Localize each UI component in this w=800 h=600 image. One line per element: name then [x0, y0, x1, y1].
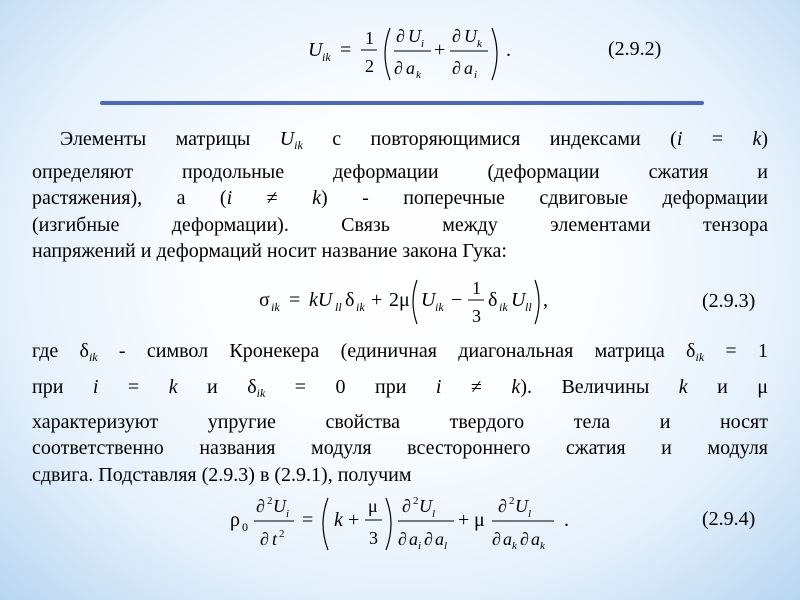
svg-text:1: 1: [365, 28, 374, 48]
svg-text:t: t: [272, 529, 278, 549]
svg-text:U: U: [515, 496, 528, 516]
svg-text:∂: ∂: [452, 26, 461, 46]
svg-text:,: ,: [543, 289, 548, 311]
svg-text:ik: ik: [499, 300, 508, 314]
svg-text:+: +: [458, 509, 470, 531]
svg-text:+: +: [371, 289, 383, 311]
svg-text:2: 2: [413, 495, 419, 507]
para1-line-3: растяжения), а (i ≠ k) - поперечные сдвиговые деформации: [32, 187, 768, 210]
svg-text:=: =: [340, 39, 352, 61]
svg-text:l: l: [432, 508, 436, 520]
svg-text:ll: ll: [525, 300, 532, 314]
svg-text:U: U: [408, 26, 421, 46]
para1-line-1: Элементы матрицы $U_{ik}$ с повторяющимися индексами (i = k): [60, 128, 769, 153]
svg-text:2: 2: [365, 56, 374, 76]
equation-number-2-9-3: (2.9.3): [702, 290, 756, 312]
svg-text:ik: ik: [356, 300, 365, 314]
svg-text:a: a: [464, 58, 473, 78]
svg-text:0: 0: [242, 520, 248, 534]
svg-text:ll: ll: [335, 300, 342, 314]
equation-number-2-9-2: (2.9.2): [608, 38, 662, 60]
svg-text:a: a: [435, 529, 444, 549]
svg-text:a: a: [531, 529, 540, 549]
svg-text:+: +: [348, 509, 360, 531]
divider-line: [100, 101, 704, 105]
svg-text:−: −: [451, 289, 463, 311]
svg-text:i: i: [418, 540, 422, 552]
svg-text:ik: ik: [435, 300, 444, 314]
svg-text:2: 2: [279, 528, 285, 540]
svg-text:l: l: [528, 508, 532, 520]
para2-line-1: где $\delta_{ik}$ - символ Кронекера (единичная диагональная матрица $\delta_{ik} = 1$: [32, 340, 768, 365]
svg-text:2: 2: [509, 495, 515, 507]
svg-text:U: U: [421, 289, 436, 311]
para1-line-4: (изгибные деформации). Связь между элементами тензора: [32, 213, 768, 236]
svg-text:kU: kU: [309, 289, 333, 311]
equation-2-9-3: [255, 270, 555, 330]
svg-text:a: a: [409, 529, 418, 549]
svg-text:3: 3: [369, 528, 378, 548]
paragraph-1: [32, 126, 768, 265]
svg-text:∂: ∂: [398, 529, 407, 549]
svg-text:∂: ∂: [394, 58, 403, 78]
equation-number-2-9-4: (2.9.4): [702, 508, 756, 530]
para2-line-3: характеризуют упругие свойства твердого тела и носят: [32, 410, 768, 433]
svg-text:U: U: [419, 496, 432, 516]
svg-text:=: =: [302, 509, 314, 531]
para1-line-2: определяют продольные деформации (деформации сжатия и: [32, 160, 768, 183]
svg-text:1: 1: [472, 278, 481, 298]
svg-text:U: U: [511, 289, 526, 311]
svg-text:.: .: [564, 509, 569, 531]
svg-text:i: i: [286, 508, 290, 520]
svg-text:U: U: [308, 39, 323, 61]
svg-text:U: U: [464, 26, 477, 46]
svg-text:∂: ∂: [498, 496, 507, 516]
svg-text:∂: ∂: [452, 58, 461, 78]
svg-text:μ: μ: [368, 496, 378, 516]
svg-text:ik: ik: [271, 300, 280, 314]
svg-text:k: k: [416, 69, 421, 81]
svg-text:k: k: [512, 540, 517, 552]
svg-text:2μ: 2μ: [389, 289, 410, 311]
para1-line-5: напряжений и деформаций носит название закона Гука:: [32, 240, 507, 263]
svg-text:δ: δ: [345, 289, 355, 311]
svg-text:∂: ∂: [260, 529, 269, 549]
para2-line-5: сдвига. Подставляя (2.9.3) в (2.9.1), получим: [32, 463, 412, 486]
para2-line-2: при i = k и $\delta_{ik} = 0$ при i ≠ k). Величины k и μ: [32, 375, 769, 400]
svg-text:=: =: [289, 289, 301, 311]
svg-text:σ: σ: [259, 289, 270, 311]
svg-text:k: k: [540, 540, 545, 552]
para2-line-4: соответственно названия модуля всестороннего сжатия и модуля: [32, 437, 768, 460]
svg-text:.: .: [506, 39, 511, 61]
svg-text:U: U: [273, 496, 286, 516]
svg-text:∂: ∂: [492, 529, 501, 549]
svg-text:∂: ∂: [396, 26, 405, 46]
svg-text:∂: ∂: [402, 496, 411, 516]
equation-2-9-2: [300, 20, 520, 88]
svg-text:a: a: [406, 58, 415, 78]
svg-text:l: l: [444, 540, 448, 552]
svg-text:i: i: [421, 38, 425, 50]
svg-text:μ: μ: [474, 509, 485, 531]
svg-text:+: +: [434, 39, 446, 61]
svg-text:k: k: [334, 509, 343, 531]
svg-text:∂: ∂: [256, 496, 265, 516]
svg-text:∂: ∂: [520, 529, 529, 549]
equation-2-9-4: [228, 490, 578, 558]
svg-text:ik: ik: [322, 50, 331, 64]
paragraph-2: [32, 338, 768, 488]
svg-text:2: 2: [267, 495, 273, 507]
svg-text:i: i: [474, 69, 478, 81]
svg-text:∂: ∂: [424, 529, 433, 549]
svg-text:ρ: ρ: [230, 509, 240, 531]
svg-text:δ: δ: [488, 289, 498, 311]
svg-text:3: 3: [472, 306, 481, 326]
svg-text:a: a: [503, 529, 512, 549]
svg-text:k: k: [477, 38, 482, 50]
